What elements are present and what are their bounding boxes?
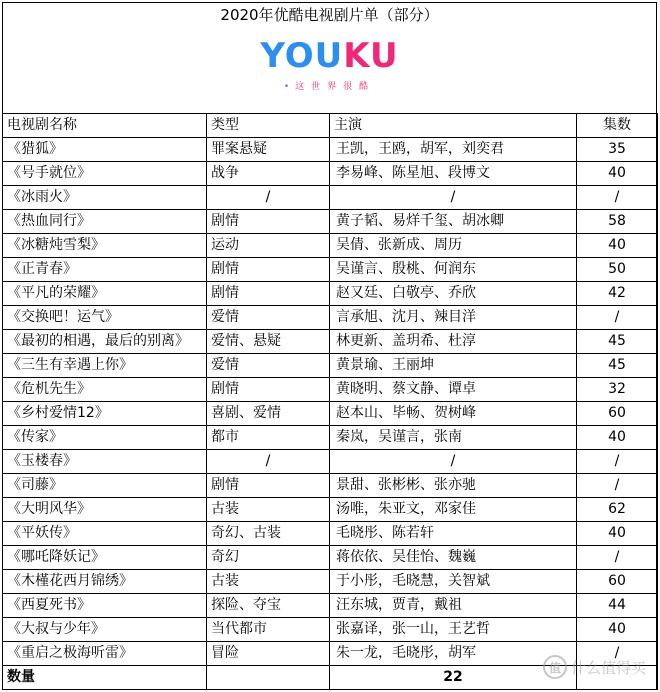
cell-type: 剧情 bbox=[207, 378, 330, 402]
table-row bbox=[3, 258, 658, 282]
cell-name: 《三生有幸遇上你》 bbox=[3, 354, 207, 378]
cell-type: 剧情 bbox=[207, 474, 330, 498]
cell-episodes: / bbox=[577, 306, 658, 330]
cell-name: 《冰雨火》 bbox=[3, 186, 207, 210]
header-name: 电视剧名称 bbox=[3, 114, 207, 138]
cell-episodes: 40 bbox=[577, 522, 658, 546]
cell-episodes: / bbox=[577, 642, 658, 666]
cell-cast: 黄子韬、易烊千玺、胡冰卿 bbox=[330, 210, 577, 234]
cell-type: 战争 bbox=[207, 162, 330, 186]
cell-episodes: 40 bbox=[577, 162, 658, 186]
cell-cast: / bbox=[330, 450, 577, 474]
cell-cast: 赵又廷、白敬亭、乔欣 bbox=[330, 282, 577, 306]
table-row bbox=[3, 306, 658, 330]
table-header-row bbox=[3, 114, 658, 138]
cell-cast: 汪东城，贾青，戴祖 bbox=[330, 594, 577, 618]
cell-type: 剧情 bbox=[207, 258, 330, 282]
table-row bbox=[3, 474, 658, 498]
cell-type: 剧情 bbox=[207, 210, 330, 234]
cell-cast: 王凯，王鸥，胡军，刘奕君 bbox=[330, 138, 577, 162]
cell-cast: 朱一龙，毛晓彤，胡军 bbox=[330, 642, 577, 666]
cell-name: 《大叔与少年》 bbox=[3, 618, 207, 642]
table-row bbox=[3, 138, 658, 162]
cell-name: 《司藤》 bbox=[3, 474, 207, 498]
table-row bbox=[3, 210, 658, 234]
table-row bbox=[3, 522, 658, 546]
cell-name: 《哪吒降妖记》 bbox=[3, 546, 207, 570]
cell-name: 《号手就位》 bbox=[3, 162, 207, 186]
cell-episodes: 35 bbox=[577, 138, 658, 162]
header-cast: 主演 bbox=[330, 114, 577, 138]
total-empty-cell bbox=[207, 666, 330, 690]
cell-name: 《西夏死书》 bbox=[3, 594, 207, 618]
cell-episodes: 45 bbox=[577, 354, 658, 378]
cell-name: 《木槿花西月锦绣》 bbox=[3, 570, 207, 594]
cell-episodes: 44 bbox=[577, 594, 658, 618]
slogan-mark-icon: • bbox=[283, 82, 290, 92]
cell-episodes: 40 bbox=[577, 234, 658, 258]
cell-type: 爱情、悬疑 bbox=[207, 330, 330, 354]
table-row bbox=[3, 378, 658, 402]
table-row bbox=[3, 570, 658, 594]
cell-cast: 吴倩、张新成、周历 bbox=[330, 234, 577, 258]
cell-episodes: 60 bbox=[577, 402, 658, 426]
cell-type: 喜剧、爱情 bbox=[207, 402, 330, 426]
drama-table bbox=[2, 113, 658, 690]
cell-episodes: 32 bbox=[577, 378, 658, 402]
cell-name: 《重启之极海听雷》 bbox=[3, 642, 207, 666]
table-row bbox=[3, 546, 658, 570]
cell-episodes: 40 bbox=[577, 426, 658, 450]
cell-cast: 于小彤，毛晓慧，关智斌 bbox=[330, 570, 577, 594]
cell-cast: / bbox=[330, 186, 577, 210]
cell-name: 《平妖传》 bbox=[3, 522, 207, 546]
youku-logo bbox=[3, 36, 656, 92]
total-value: 22 bbox=[330, 666, 577, 690]
logo-word-part1: YOU bbox=[260, 36, 344, 76]
cell-type: 古装 bbox=[207, 498, 330, 522]
logo-slogan bbox=[3, 79, 656, 92]
cell-episodes: 50 bbox=[577, 258, 658, 282]
cell-type: 爱情 bbox=[207, 354, 330, 378]
cell-name: 《大明风华》 bbox=[3, 498, 207, 522]
header-episodes: 集数 bbox=[577, 114, 658, 138]
cell-type: 探险、夺宝 bbox=[207, 594, 330, 618]
cell-name: 《冰糖炖雪梨》 bbox=[3, 234, 207, 258]
table-row bbox=[3, 354, 658, 378]
cell-type: 运动 bbox=[207, 234, 330, 258]
cell-cast: 毛晓彤、陈若轩 bbox=[330, 522, 577, 546]
cell-type: 剧情 bbox=[207, 282, 330, 306]
cell-name: 《乡村爱情12》 bbox=[3, 402, 207, 426]
table-row bbox=[3, 450, 658, 474]
logo-wordmark bbox=[3, 36, 656, 76]
cell-cast: 景甜、张彬彬、张亦驰 bbox=[330, 474, 577, 498]
cell-type: 冒险 bbox=[207, 642, 330, 666]
slogan-text: 这世界很酷 bbox=[295, 82, 376, 92]
cell-cast: 林更新、盖玥希、杜淳 bbox=[330, 330, 577, 354]
cell-cast: 汤唯，朱亚文，邓家佳 bbox=[330, 498, 577, 522]
logo-word-part2: KU bbox=[343, 36, 399, 76]
cell-name: 《交换吧！运气》 bbox=[3, 306, 207, 330]
cell-episodes: 58 bbox=[577, 210, 658, 234]
cell-name: 《猎狐》 bbox=[3, 138, 207, 162]
cell-cast: 赵本山、毕畅、贺树峰 bbox=[330, 402, 577, 426]
cell-name: 《热血同行》 bbox=[3, 210, 207, 234]
watermark-logo-icon: 值 bbox=[543, 655, 567, 679]
cell-cast: 秦岚，吴谨言，张南 bbox=[330, 426, 577, 450]
cell-name: 《玉楼春》 bbox=[3, 450, 207, 474]
table-row bbox=[3, 498, 658, 522]
cell-name: 《最初的相遇，最后的别离》 bbox=[3, 330, 207, 354]
page-title: 2020年优酷电视剧片单（部分） bbox=[220, 6, 439, 24]
cell-cast: 张嘉译，张一山，王艺哲 bbox=[330, 618, 577, 642]
cell-name: 《传家》 bbox=[3, 426, 207, 450]
table-row bbox=[3, 330, 658, 354]
cell-episodes: 40 bbox=[577, 618, 658, 642]
table-row bbox=[3, 594, 658, 618]
cell-type: 古装 bbox=[207, 570, 330, 594]
table-row bbox=[3, 186, 658, 210]
cell-episodes: / bbox=[577, 186, 658, 210]
cell-type: 都市 bbox=[207, 426, 330, 450]
cell-name: 《危机先生》 bbox=[3, 378, 207, 402]
cell-type: 当代都市 bbox=[207, 618, 330, 642]
cell-type: 罪案悬疑 bbox=[207, 138, 330, 162]
spreadsheet bbox=[2, 2, 657, 690]
table-row bbox=[3, 402, 658, 426]
cell-cast: 李易峰、陈星旭、段博文 bbox=[330, 162, 577, 186]
header-type: 类型 bbox=[207, 114, 330, 138]
cell-name: 《平凡的荣耀》 bbox=[3, 282, 207, 306]
cell-episodes: / bbox=[577, 474, 658, 498]
cell-cast: 吴谨言、殷桃、何润东 bbox=[330, 258, 577, 282]
cell-name: 《正青春》 bbox=[3, 258, 207, 282]
cell-type: 爱情 bbox=[207, 306, 330, 330]
cell-type: 奇幻 bbox=[207, 546, 330, 570]
cell-episodes: 60 bbox=[577, 570, 658, 594]
watermark-text: 什么值得买 bbox=[570, 658, 646, 677]
table-row bbox=[3, 162, 658, 186]
cell-episodes: / bbox=[577, 546, 658, 570]
table-row bbox=[3, 282, 658, 306]
watermark bbox=[543, 655, 646, 679]
cell-episodes: 42 bbox=[577, 282, 658, 306]
cell-episodes: 45 bbox=[577, 330, 658, 354]
cell-cast: 言承旭、沈月、辣目洋 bbox=[330, 306, 577, 330]
cell-type: 奇幻、古装 bbox=[207, 522, 330, 546]
table-row bbox=[3, 426, 658, 450]
table-row bbox=[3, 234, 658, 258]
cell-type: / bbox=[207, 450, 330, 474]
cell-episodes: / bbox=[577, 450, 658, 474]
cell-cast: 黄晓明、蔡文静、谭卓 bbox=[330, 378, 577, 402]
table-row bbox=[3, 618, 658, 642]
cell-episodes: 62 bbox=[577, 498, 658, 522]
cell-type: / bbox=[207, 186, 330, 210]
cell-cast: 黄景瑜、王丽坤 bbox=[330, 354, 577, 378]
cell-cast: 蒋依依、吴佳怡、魏巍 bbox=[330, 546, 577, 570]
total-label: 数量 bbox=[3, 666, 207, 690]
